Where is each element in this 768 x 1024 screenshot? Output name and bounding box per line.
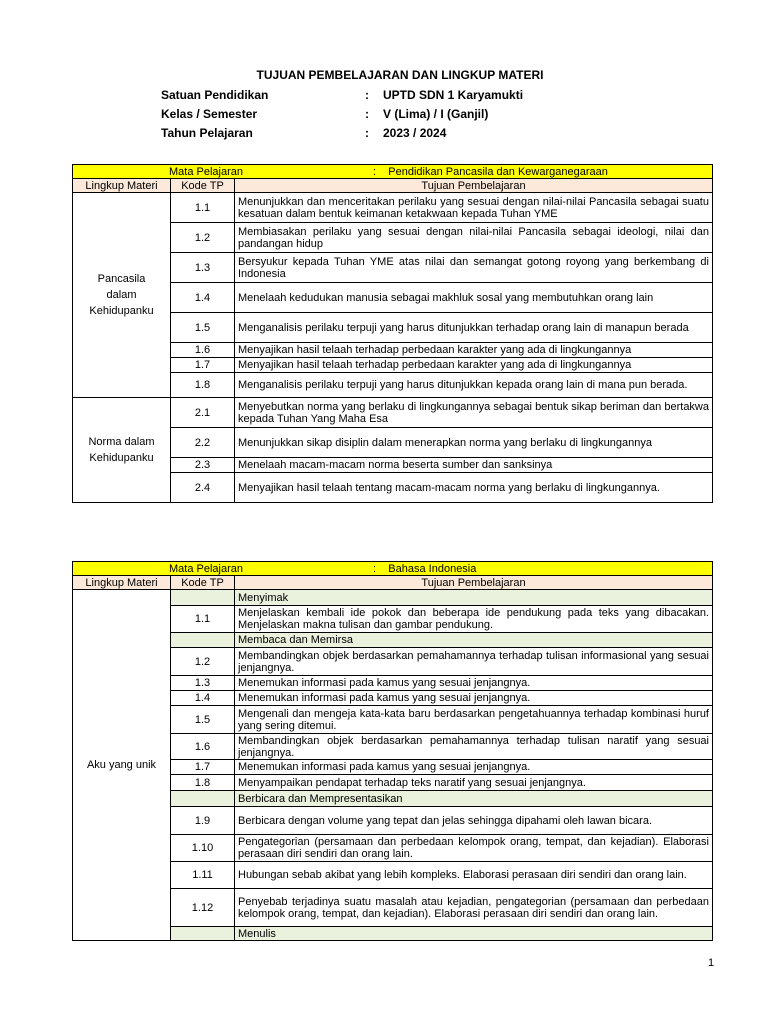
tujuan-pembelajaran: Bersyukur kepada Tuhan YME atas nilai dan semangat gotong royong yang berkembang di Indonesia: [235, 253, 713, 283]
meta-value: V (Lima) / I (Ganjil): [383, 107, 489, 121]
document-title: TUJUAN PEMBELAJARAN DAN LINGKUP MATERI: [256, 68, 544, 82]
tujuan-pembelajaran: Berbicara dengan volume yang tepat dan jelas sehingga dipahami oleh lawan bicara.: [235, 807, 713, 835]
tujuan-pembelajaran: Menemukan informasi pada kamus yang sesuai jenjangnya.: [235, 760, 713, 775]
col-header-lingkup: Lingkup Materi: [73, 179, 171, 193]
column-header-row: [73, 179, 713, 193]
meta-sep: :: [365, 107, 369, 121]
col-header-kode: Kode TP: [171, 179, 235, 193]
meta-label: Tahun Pelajaran: [161, 126, 253, 140]
kode-tp: 1.2: [171, 648, 235, 676]
subject-header-row: [73, 562, 713, 576]
kode-tp: 1.7: [171, 760, 235, 775]
lingkup-line: Norma dalam: [88, 436, 155, 448]
kode-tp: 2.3: [171, 458, 235, 473]
tujuan-pembelajaran: Menjelaskan kembali ide pokok dan beberapa ide pendukung pada teks yang dibacakan. Menjelaskan makna tulisan dan gambar pendukung.: [235, 606, 713, 633]
kode-tp: 1.3: [171, 253, 235, 283]
kode-tp: 1.6: [171, 343, 235, 358]
page-number: 1: [708, 957, 715, 969]
tujuan-pembelajaran: Menyajikan hasil telaah tentang macam-macam norma yang berlaku di lingkungannya.: [235, 473, 713, 503]
kode-tp: 1.1: [171, 193, 235, 223]
column-header-row: [73, 576, 713, 590]
group-heading: Berbicara dan Mempresentasikan: [235, 791, 713, 807]
meta-label: Satuan Pendidikan: [161, 88, 269, 102]
mapel-subject: Pendidikan Pancasila dan Kewarganegaraan: [388, 165, 608, 178]
lingkup-materi-cell: [73, 193, 171, 398]
tujuan-pembelajaran: Menunjukkan dan menceritakan perilaku yang sesuai dengan nilai-nilai Pancasila sebagai suatu kesatuan dalam bentuk keimanan ketakwaan kepada Tuhan YME: [235, 193, 713, 223]
mapel-subject: Bahasa Indonesia: [388, 562, 477, 575]
lingkup-line: Kehidupanku: [89, 452, 154, 464]
tujuan-pembelajaran: Menelaah macam-macam norma beserta sumber dan sanksinya: [235, 458, 713, 473]
group-heading: Menyimak: [235, 590, 713, 606]
tp-table-ppkn: [72, 164, 713, 503]
lingkup-line: Kehidupanku: [89, 305, 154, 317]
mapel-sep: :: [373, 165, 377, 178]
kode-tp: 1.4: [171, 691, 235, 706]
tujuan-pembelajaran: Hubungan sebab akibat yang lebih kompleks. Elaborasi perasaan diri sendiri dan orang lain.: [235, 862, 713, 889]
subject-header-row: [73, 165, 713, 179]
col-header-tujuan: Tujuan Pembelajaran: [235, 576, 713, 590]
kode-tp: 1.3: [171, 676, 235, 691]
group-heading: Menulis: [235, 927, 713, 941]
kode-tp: 2.2: [171, 428, 235, 458]
tujuan-pembelajaran: Menelaah kedudukan manusia sebagai makhluk sosal yang membutuhkan orang lain: [235, 283, 713, 313]
mapel-label: Mata Pelajaran: [169, 562, 243, 575]
col-header-kode: Kode TP: [171, 576, 235, 590]
tujuan-pembelajaran: Menyajikan hasil telaah terhadap perbedaan karakter yang ada di lingkungannya: [235, 343, 713, 358]
table-row: [73, 193, 713, 223]
lingkup-materi-cell: Aku yang unik: [73, 590, 171, 941]
kode-tp: 2.4: [171, 473, 235, 503]
tujuan-pembelajaran: Menyajikan hasil telaah terhadap perbedaan karakter yang ada di lingkungannya: [235, 358, 713, 373]
kode-tp: 1.7: [171, 358, 235, 373]
tujuan-pembelajaran: Menemukan informasi pada kamus yang sesuai jenjangnya.: [235, 676, 713, 691]
tujuan-pembelajaran: Mengenali dan mengeja kata-kata baru berdasarkan pengetahuannya terhadap kombinasi huruf yang sering ditemui.: [235, 706, 713, 734]
lingkup-line: Pancasila: [97, 273, 146, 285]
tujuan-pembelajaran: Penyebab terjadinya suatu masalah atau kejadian, pengategorian (persamaan dan perbedaan kelompok orang, tempat, dan kejadian). Elaborasi perasaan diri sendiri dan orang lain.: [235, 889, 713, 927]
kode-tp: 1.9: [171, 807, 235, 835]
subject-header: [73, 562, 713, 576]
tujuan-pembelajaran: Menyampaikan pendapat terhadap teks naratif yang sesuai jenjangnya.: [235, 775, 713, 791]
col-header-lingkup: Lingkup Materi: [73, 576, 171, 590]
group-heading: Membaca dan Memirsa: [235, 633, 713, 648]
kode-tp: 1.1: [171, 606, 235, 633]
meta-sep: :: [365, 126, 369, 140]
kode-tp: 1.12: [171, 889, 235, 927]
lingkup-line: dalam: [106, 289, 137, 301]
col-header-tujuan: Tujuan Pembelajaran: [235, 179, 713, 193]
tujuan-pembelajaran: Menganalisis perilaku terpuji yang harus ditunjukkan terhadap orang lain di manapun berada: [235, 313, 713, 343]
tujuan-pembelajaran: Membandingkan objek berdasarkan pemahamannya terhadap tulisan naratif yang sesuai jenjangnya.: [235, 734, 713, 760]
tujuan-pembelajaran: Membiasakan perilaku yang sesuai dengan nilai-nilai Pancasila sebagai ideologi, nilai dan pandangan hidup: [235, 223, 713, 253]
tujuan-pembelajaran: Menemukan informasi pada kamus yang sesuai jenjangnya.: [235, 691, 713, 706]
kode-tp: [171, 927, 235, 941]
meta-sep: :: [365, 88, 369, 102]
kode-tp: 1.6: [171, 734, 235, 760]
meta-value: UPTD SDN 1 Karyamukti: [383, 88, 524, 102]
meta-label: Kelas / Semester: [161, 107, 258, 121]
kode-tp: 1.11: [171, 862, 235, 889]
mapel-label: Mata Pelajaran: [169, 165, 243, 178]
meta-value: 2023 / 2024: [383, 126, 447, 140]
kode-tp: [171, 590, 235, 606]
kode-tp: 1.2: [171, 223, 235, 253]
tujuan-pembelajaran: Menganalisis perilaku terpuji yang harus ditunjukkan kepada orang lain di mana pun berada.: [235, 373, 713, 398]
subject-header: [73, 165, 713, 179]
table-row: [73, 398, 713, 428]
kode-tp: 2.1: [171, 398, 235, 428]
mapel-sep: :: [373, 562, 377, 575]
kode-tp: 1.5: [171, 706, 235, 734]
tujuan-pembelajaran: Menyebutkan norma yang berlaku di lingkungannya sebagai bentuk sikap beriman dan bertakwa kepada Tuhan Yang Maha Esa: [235, 398, 713, 428]
kode-tp: [171, 633, 235, 648]
lingkup-materi-cell: [73, 398, 171, 503]
kode-tp: [171, 791, 235, 807]
kode-tp: 1.4: [171, 283, 235, 313]
tujuan-pembelajaran: Menunjukkan sikap disiplin dalam menerapkan norma yang berlaku di lingkungannya: [235, 428, 713, 458]
tujuan-pembelajaran: Membandingkan objek berdasarkan pemahamannya terhadap tulisan informasional yang sesuai jenjangnya.: [235, 648, 713, 676]
tp-table-bahasa-indonesia: [72, 561, 713, 941]
kode-tp: 1.5: [171, 313, 235, 343]
table-row: [73, 590, 713, 606]
tujuan-pembelajaran: Pengategorian (persamaan dan perbedaan kelompok orang, tempat, dan kejadian). Elaborasi perasaan diri sendiri dan orang lain.: [235, 835, 713, 862]
kode-tp: 1.10: [171, 835, 235, 862]
kode-tp: 1.8: [171, 373, 235, 398]
kode-tp: 1.8: [171, 775, 235, 791]
